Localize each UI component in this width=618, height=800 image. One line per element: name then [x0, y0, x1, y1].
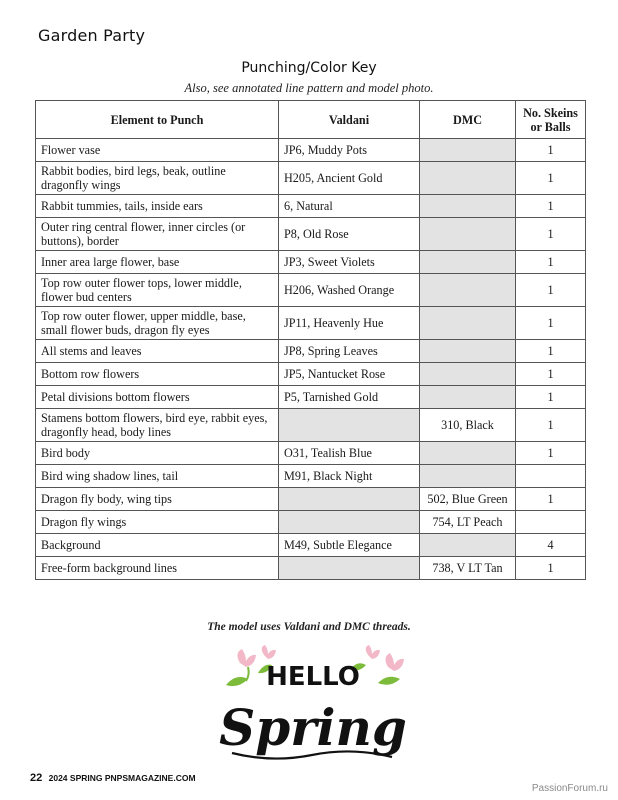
- tulip-icon: [385, 653, 404, 671]
- cell-valdani: JP5, Nantucket Rose: [279, 363, 420, 386]
- cell-element: Bird body: [36, 442, 279, 465]
- table-row: [36, 162, 586, 195]
- cell-element: Bottom row flowers: [36, 363, 279, 386]
- cell-element: Dragon fly wings: [36, 511, 279, 534]
- page-subtitle: Also, see annotated line pattern and model photo.: [184, 81, 434, 95]
- cell-skeins: [516, 511, 586, 534]
- cell-element: Outer ring central flower, inner circles (or buttons), border: [36, 218, 279, 251]
- header-dmc: DMC: [420, 101, 516, 139]
- cell-skeins: 1: [516, 274, 586, 307]
- cell-element: Petal divisions bottom flowers: [36, 386, 279, 409]
- cell-element: Top row outer flower, upper middle, base, small flower buds, dragon fly eyes: [36, 307, 279, 340]
- cell-skeins: 1: [516, 442, 586, 465]
- page-title: Punching/Color Key: [241, 60, 377, 76]
- color-key-table: [35, 100, 586, 580]
- header-valdani: Valdani: [279, 101, 420, 139]
- table-row: [36, 488, 586, 511]
- cell-element: Stamens bottom flowers, bird eye, rabbit eyes, dragonfly head, body lines: [36, 409, 279, 442]
- cell-element: Dragon fly body, wing tips: [36, 488, 279, 511]
- table-row: [36, 251, 586, 274]
- tulip-icon: [366, 645, 380, 659]
- cell-dmc: [420, 363, 516, 386]
- cell-dmc: [420, 274, 516, 307]
- cell-valdani: JP6, Muddy Pots: [279, 139, 420, 162]
- cell-element: All stems and leaves: [36, 340, 279, 363]
- table-row: [36, 307, 586, 340]
- cell-valdani: P8, Old Rose: [279, 218, 420, 251]
- header-element: Element to Punch: [36, 101, 279, 139]
- cell-valdani: [279, 511, 420, 534]
- cell-skeins: 1: [516, 307, 586, 340]
- cell-valdani: [279, 557, 420, 580]
- cell-valdani: 6, Natural: [279, 195, 420, 218]
- table-body: [36, 139, 586, 580]
- watermark: PassionForum.ru: [531, 783, 608, 794]
- leaf-icon: [378, 677, 400, 685]
- table-row: [36, 557, 586, 580]
- table-row: [36, 409, 586, 442]
- cell-skeins: 1: [516, 162, 586, 195]
- cell-valdani: [279, 409, 420, 442]
- header-skeins: No. Skeins or Balls: [516, 101, 586, 139]
- cell-dmc: [420, 465, 516, 488]
- section-label: Garden Party: [38, 26, 146, 45]
- issue-label: 2024 SPRING: [48, 773, 103, 783]
- footnote: The model uses Valdani and DMC threads.: [207, 621, 411, 633]
- table-row: [36, 465, 586, 488]
- cell-element: Inner area large flower, base: [36, 251, 279, 274]
- table-row: [36, 442, 586, 465]
- cell-dmc: 754, LT Peach: [420, 511, 516, 534]
- page-number: 22: [30, 772, 43, 784]
- cell-valdani: JP3, Sweet Violets: [279, 251, 420, 274]
- cell-valdani: P5, Tarnished Gold: [279, 386, 420, 409]
- cell-skeins: 1: [516, 557, 586, 580]
- table-row: [36, 363, 586, 386]
- art-spring-text: Spring: [219, 698, 407, 757]
- cell-element: Bird wing shadow lines, tail: [36, 465, 279, 488]
- cell-valdani: JP11, Heavenly Hue: [279, 307, 420, 340]
- cell-valdani: [279, 488, 420, 511]
- cell-dmc: [420, 251, 516, 274]
- site-label: PNPSMAGAZINE.COM: [104, 773, 196, 783]
- cell-dmc: [420, 218, 516, 251]
- cell-dmc: [420, 307, 516, 340]
- table-row: [36, 195, 586, 218]
- cell-element: Rabbit tummies, tails, inside ears: [36, 195, 279, 218]
- cell-dmc: [420, 442, 516, 465]
- cell-element: Background: [36, 534, 279, 557]
- hello-spring-art: [218, 645, 408, 763]
- cell-skeins: 1: [516, 251, 586, 274]
- cell-valdani: O31, Tealish Blue: [279, 442, 420, 465]
- cell-skeins: 1: [516, 363, 586, 386]
- cell-dmc: [420, 162, 516, 195]
- cell-skeins: 1: [516, 386, 586, 409]
- cell-element: Flower vase: [36, 139, 279, 162]
- cell-valdani: M49, Subtle Elegance: [279, 534, 420, 557]
- page-footer: [30, 772, 196, 784]
- cell-skeins: 1: [516, 218, 586, 251]
- table-row: [36, 511, 586, 534]
- cell-dmc: 502, Blue Green: [420, 488, 516, 511]
- table-header-row: [36, 101, 586, 139]
- cell-valdani: M91, Black Night: [279, 465, 420, 488]
- table-row: [36, 218, 586, 251]
- tulip-icon: [262, 645, 276, 659]
- cell-skeins: 1: [516, 488, 586, 511]
- cell-skeins: 1: [516, 409, 586, 442]
- cell-skeins: 1: [516, 195, 586, 218]
- cell-element: Rabbit bodies, bird legs, beak, outline dragonfly wings: [36, 162, 279, 195]
- cell-dmc: 310, Black: [420, 409, 516, 442]
- cell-dmc: [420, 139, 516, 162]
- leaf-icon: [226, 677, 248, 686]
- cell-dmc: [420, 340, 516, 363]
- cell-skeins: 1: [516, 340, 586, 363]
- cell-dmc: [420, 534, 516, 557]
- cell-valdani: JP8, Spring Leaves: [279, 340, 420, 363]
- cell-dmc: [420, 386, 516, 409]
- table-row: [36, 340, 586, 363]
- table-row: [36, 139, 586, 162]
- cell-skeins: [516, 465, 586, 488]
- cell-skeins: 4: [516, 534, 586, 557]
- cell-skeins: 1: [516, 139, 586, 162]
- cell-element: Top row outer flower tops, lower middle, flower bud centers: [36, 274, 279, 307]
- table-row: [36, 534, 586, 557]
- cell-valdani: H205, Ancient Gold: [279, 162, 420, 195]
- cell-valdani: H206, Washed Orange: [279, 274, 420, 307]
- cell-element: Free-form background lines: [36, 557, 279, 580]
- art-hello-text: HELLO: [266, 662, 360, 692]
- table-row: [36, 274, 586, 307]
- cell-dmc: [420, 195, 516, 218]
- cell-dmc: 738, V LT Tan: [420, 557, 516, 580]
- tulip-icon: [237, 649, 256, 681]
- table-row: [36, 386, 586, 409]
